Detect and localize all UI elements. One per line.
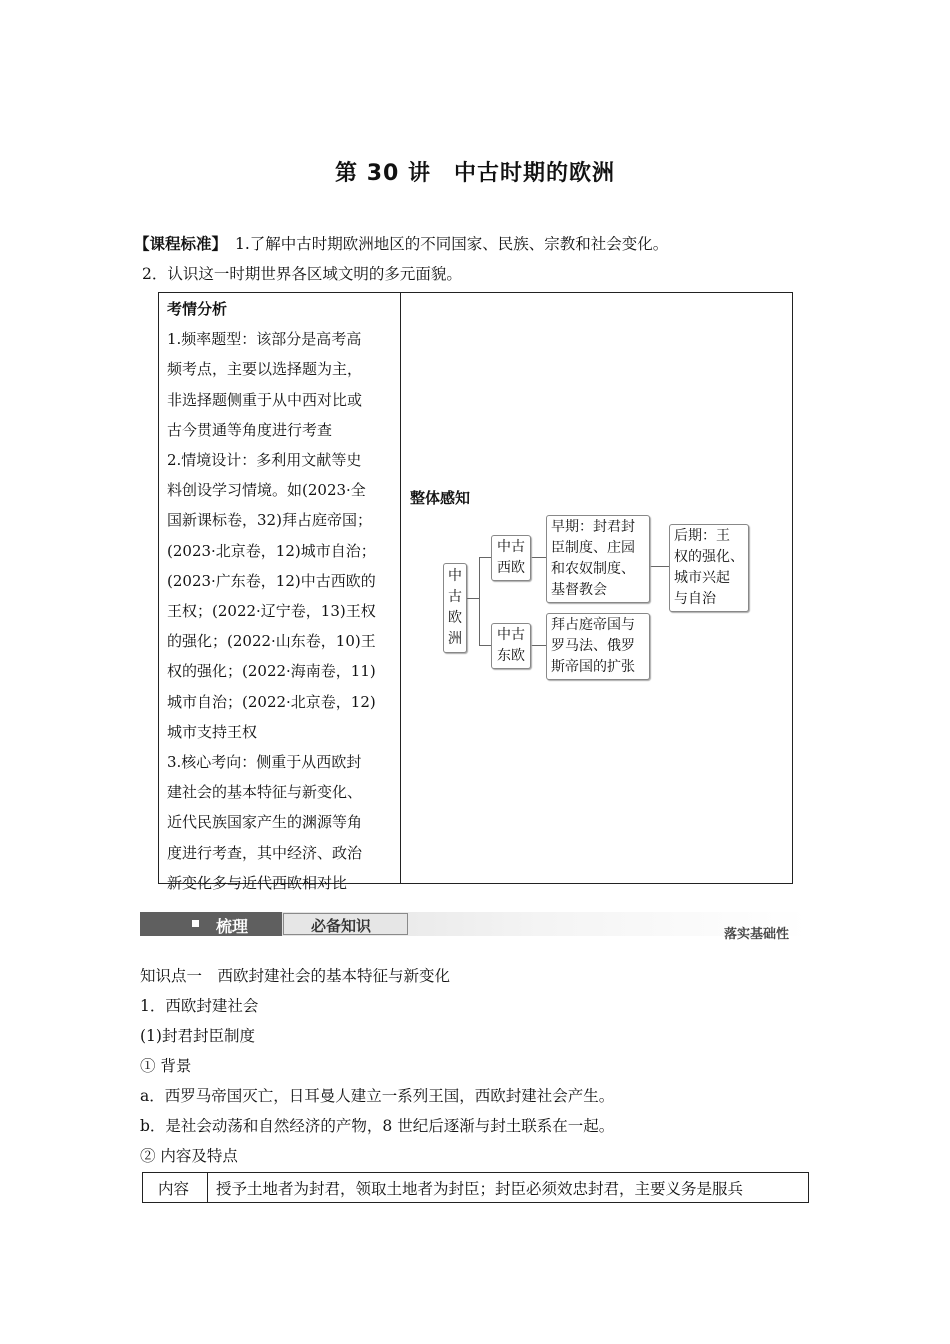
paragraph-b: b．是社会动荡和自然经济的产物，8 世纪后逐渐与封土联系在一起。 (140, 1117, 615, 1135)
connector (648, 566, 669, 567)
section-heading: 1．西欧封建社会 (140, 997, 259, 1015)
exam-analysis-line: 2.情境设计：多利用文献等史 (167, 451, 362, 470)
content-table-label: 内容 (158, 1180, 190, 1198)
node-text: 基督教会 (551, 582, 607, 598)
item-heading: ② 内容及特点 (140, 1147, 238, 1165)
banner-tab-review: 梳理 (216, 917, 249, 936)
exam-analysis-line: 王权；(2022·辽宁卷，13)王权 (167, 602, 376, 621)
overview-heading: 整体感知 (410, 489, 471, 507)
connector (531, 645, 546, 646)
connector (479, 557, 491, 558)
square-bullet-icon (192, 920, 199, 927)
course-standard-item-1: 1.了解中古时期欧洲地区的不同国家、民族、宗教和社会变化。 (235, 235, 669, 253)
connector (467, 598, 479, 599)
exam-analysis-line: 古今贯通等角度进行考查 (167, 420, 333, 439)
node-text: 中古 (497, 539, 525, 555)
node-text: 后期：王 (674, 528, 730, 544)
course-standard-label: 【课程标准】 (134, 235, 228, 253)
node-text: 斯帝国的扩张 (551, 659, 635, 675)
exam-analysis-line: 度进行考查，其中经济、政治 (167, 843, 363, 862)
content-table-cell: 授予土地者为封君，领取土地者为封臣；封臣必须效忠封君，主要义务是服兵 (216, 1180, 744, 1198)
course-standard-item-2: 2．认识这一时期世界各区域文明的多元面貌。 (142, 265, 462, 283)
exam-analysis-line: 城市支持王权 (167, 722, 258, 741)
node-text: 东欧 (497, 648, 525, 664)
content-table-divider (207, 1172, 208, 1203)
exam-analysis-line: (2023·广东卷，12)中古西欧的 (167, 571, 376, 590)
exam-analysis-line: 新变化多与近代西欧相对比 (167, 873, 348, 892)
banner-tab-dark (140, 912, 282, 936)
node-east-detail (546, 613, 650, 680)
exam-analysis-line: (2023·北京卷，12)城市自治； (167, 541, 376, 560)
exam-analysis-line: 城市自治；(2022·北京卷，12) (167, 692, 376, 711)
exam-analysis-line: 1.频率题型：该部分是高考高 (167, 330, 362, 349)
analysis-table-divider (400, 292, 401, 884)
exam-analysis-line: 料创设学习情境。如(2023·全 (167, 481, 366, 500)
node-early-period (546, 515, 650, 603)
node-text: 中古 (497, 627, 525, 643)
page-title: 第 30 讲 中古时期的欧洲 (335, 161, 615, 186)
node-text: 和农奴制度、 (551, 561, 635, 577)
exam-analysis-line: 非选择题侧重于从中西对比或 (167, 390, 363, 409)
connector (479, 557, 480, 646)
exam-analysis-line: 3.核心考向：侧重于从西欧封 (167, 753, 362, 772)
node-text: 中 (448, 568, 462, 584)
node-text: 早期：封君封 (551, 519, 635, 535)
exam-analysis (167, 294, 395, 898)
node-text: 罗马法、俄罗 (551, 638, 635, 654)
node-text: 洲 (448, 631, 462, 647)
exam-analysis-line: 的强化；(2022·山东卷，10)王 (167, 632, 376, 651)
exam-analysis-line: 权的强化；(2022·海南卷，11) (167, 662, 376, 681)
node-text: 城市兴起 (674, 570, 730, 586)
paragraph-a: a．西罗马帝国灭亡，日耳曼人建立一系列王国，西欧封建社会产生。 (140, 1087, 615, 1105)
banner-tab-knowledge: 必备知识 (311, 917, 372, 935)
node-text: 权的强化、 (674, 549, 744, 565)
node-text: 拜占庭帝国与 (551, 617, 635, 633)
node-eastern-europe (491, 623, 531, 669)
exam-analysis-line: 近代民族国家产生的渊源等角 (167, 813, 363, 832)
node-late-period (669, 524, 749, 612)
subsection-heading: (1)封君封臣制度 (140, 1027, 255, 1045)
node-text: 西欧 (497, 560, 525, 576)
banner-right-label: 落实基础性 (724, 927, 790, 942)
exam-analysis-line: 建社会的基本特征与新变化、 (167, 783, 363, 802)
exam-analysis-line: 国新课标卷，32)拜占庭帝国； (167, 511, 372, 530)
exam-analysis-line: 频考点，主要以选择题为主， (167, 360, 363, 379)
knowledge-point-1: 知识点一 西欧封建社会的基本特征与新变化 (140, 967, 451, 985)
node-medieval-europe (443, 563, 467, 653)
exam-analysis-heading: 考情分析 (167, 300, 228, 318)
node-text: 古 (448, 589, 462, 605)
connector (479, 645, 491, 646)
connector (531, 557, 546, 558)
node-text: 臣制度、庄园 (551, 540, 635, 556)
course-standard (134, 232, 668, 254)
node-text: 与自治 (674, 591, 716, 607)
node-western-europe (491, 535, 531, 581)
node-text: 欧 (448, 610, 462, 626)
item-heading: ① 背景 (140, 1057, 192, 1075)
